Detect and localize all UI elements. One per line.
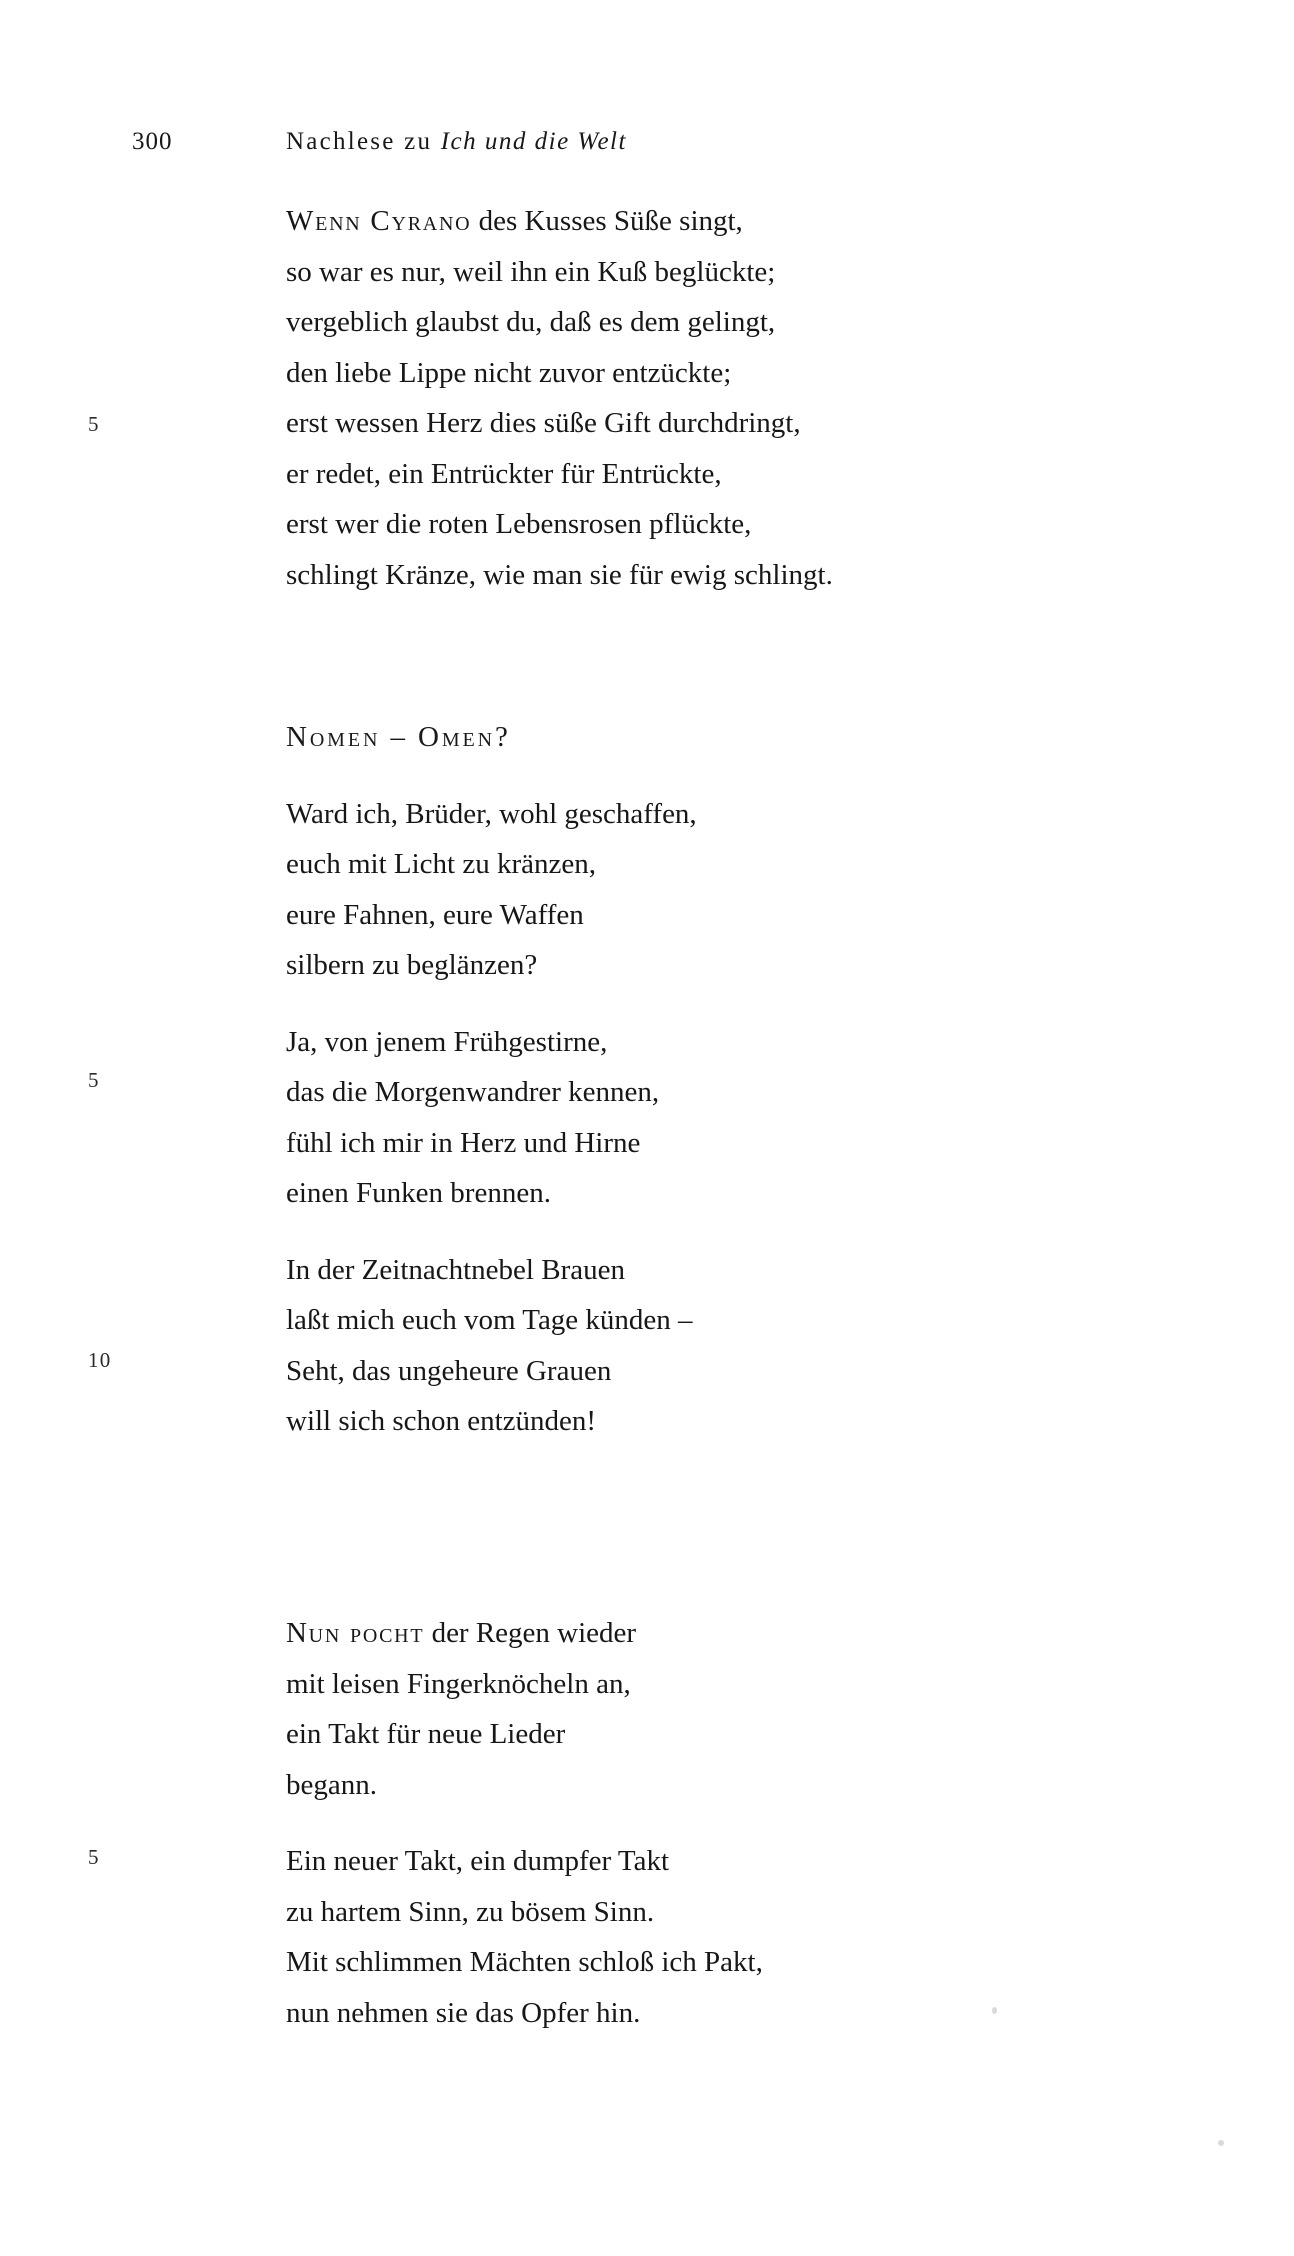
running-head-title <box>286 128 627 156</box>
poem-line: einen Funken brennen. <box>286 1177 551 1209</box>
poem-line-rest: des Kusses Süße singt, <box>471 205 743 237</box>
poem-line: er redet, ein Entrückter für Entrückte, <box>286 457 722 490</box>
poem-line-rest: der Regen wieder <box>424 1617 637 1649</box>
poem-nun-pocht <box>286 1608 1166 2038</box>
poem-line-smallcaps: Nun pocht <box>286 1617 425 1649</box>
stanza-gap <box>286 1219 1166 1245</box>
poem-line: schlingt Kränze, wie man sie für ewig schlingt. <box>286 558 833 591</box>
poem-title: Nomen – Omen? <box>286 721 511 753</box>
line-number: 5 <box>88 412 100 436</box>
stanza-gap <box>286 1810 1166 1836</box>
poem-line: In der Zeitnachtnebel Brauen <box>286 1253 625 1286</box>
running-head-prefix: Nachlese zu <box>286 128 441 155</box>
poem-line: laßt mich euch vom Tage künden – <box>286 1304 693 1336</box>
poem-line: erst wer die roten Lebensrosen pflückte, <box>286 508 752 540</box>
line-number: 10 <box>88 1348 112 1372</box>
running-head <box>0 128 1294 168</box>
poem-line <box>286 196 1166 247</box>
stanza-gap <box>286 991 1166 1017</box>
poem-line: ein Takt für neue Lieder <box>286 1718 566 1750</box>
poem-line: zu hartem Sinn, zu bösem Sinn. <box>286 1895 655 1928</box>
scan-speck <box>1218 2140 1224 2146</box>
line-number: 5 <box>88 1845 100 1869</box>
poem-line <box>286 1608 1166 1659</box>
poem-line: Ward ich, Brüder, wohl geschaffen, <box>286 797 697 830</box>
poem-line: Mit schlimmen Mächten schloß ich Pakt, <box>286 1946 763 1978</box>
scan-speck <box>992 2007 997 2014</box>
poem-line: den liebe Lippe nicht zuvor entzückte; <box>286 356 732 389</box>
poem-line: nun nehmen sie das Opfer hin. <box>286 1996 641 2029</box>
poem-line: so war es nur, weil ihn ein Kuß beglückte; <box>286 255 776 288</box>
poem-cyrano <box>286 196 1166 600</box>
poem-line: eure Fahnen, eure Waffen <box>286 898 584 931</box>
poem-line: erst wessen Herz dies süße Gift durchdringt, <box>286 407 801 439</box>
poem-nomen-omen <box>286 712 1166 1447</box>
poem-line: Seht, das ungeheure Grauen <box>286 1354 612 1387</box>
poem-line: will sich schon entzünden! <box>286 1405 597 1437</box>
poem-line: euch mit Licht zu kränzen, <box>286 848 597 880</box>
poem-line: fühl ich mir in Herz und Hirne <box>286 1126 641 1159</box>
line-number: 5 <box>88 1068 100 1092</box>
stanza-gap <box>286 763 1166 789</box>
poem-line-smallcaps: Wenn Cyrano <box>286 205 472 237</box>
poem-line: Ja, von jenem Frühgestirne, <box>286 1025 608 1058</box>
poem-line: begann. <box>286 1768 377 1801</box>
running-head-work-title: Ich und die Welt <box>440 128 627 155</box>
poem-line: Ein neuer Takt, ein dumpfer Takt <box>286 1845 670 1877</box>
poem-line: vergeblich glaubst du, daß es dem gelingt, <box>286 306 776 338</box>
poem-line: das die Morgenwandrer kennen, <box>286 1076 660 1108</box>
poem-line: mit leisen Fingerknöcheln an, <box>286 1667 631 1700</box>
page-folio: 300 <box>132 128 173 155</box>
poem-line: silbern zu beglänzen? <box>286 949 538 981</box>
